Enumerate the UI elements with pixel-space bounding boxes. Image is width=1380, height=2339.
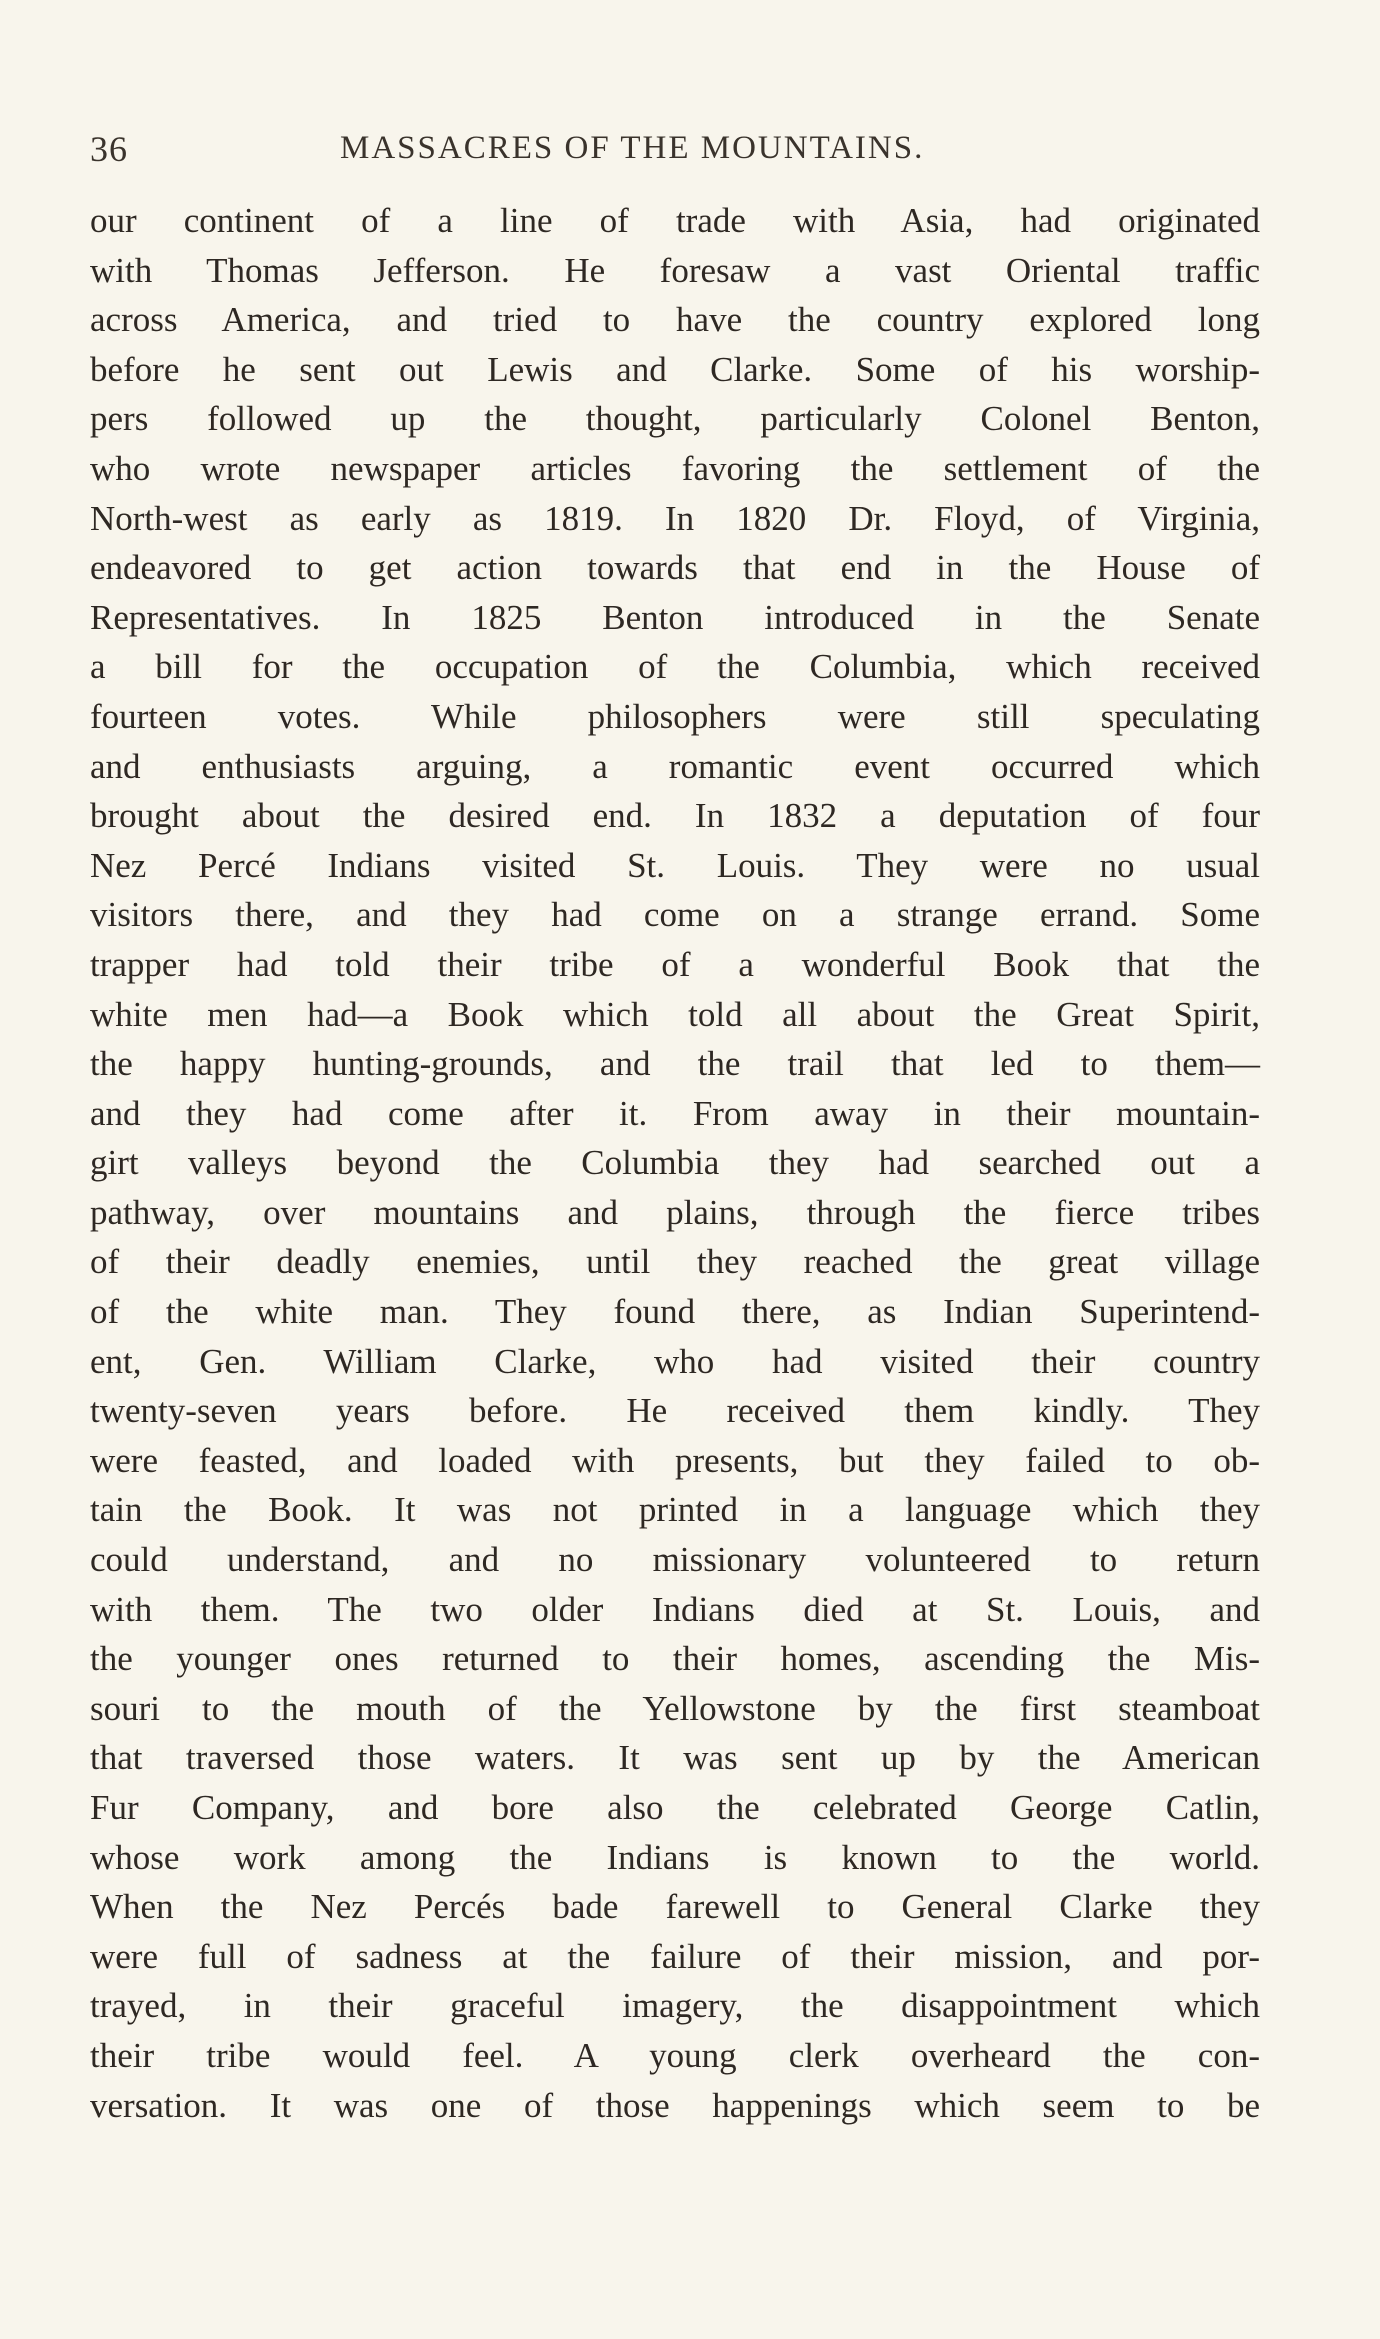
text-line: and they had come after it. From away in their mountain- [90, 1093, 1260, 1133]
text-line: that traversed those waters. It was sent up by the American [90, 1738, 1260, 1778]
text-line: endeavored to get action towards that end in the House of [90, 548, 1260, 588]
text-line: their tribe would feel. A young clerk overheard the con- [90, 2035, 1260, 2075]
text-line: who wrote newspaper articles favoring the settlement of the [90, 448, 1260, 488]
text-line: fourteen votes. While philosophers were still speculating [90, 696, 1260, 736]
running-title: MASSACRES OF THE MOUNTAINS. [340, 130, 925, 166]
text-line: our continent of a line of trade with Asia, had originated [90, 201, 1260, 240]
text-line: When the Nez Percés bade farewell to General Clarke they [90, 1887, 1260, 1927]
running-head [90, 128, 1260, 176]
text-line: trayed, in their graceful imagery, the disappointment which [90, 1986, 1260, 2026]
text-line: white men had—a Book which told all about the Great Spirit, [90, 994, 1260, 1034]
text-line: souri to the mouth of the Yellowstone by the first steamboat [90, 1688, 1260, 1728]
text-line: the younger ones returned to their homes, ascending the Mis- [90, 1639, 1260, 1679]
text-line: were full of sadness at the failure of their mission, and por- [90, 1936, 1260, 1976]
text-line: were feasted, and loaded with presents, but they failed to ob- [90, 1440, 1260, 1480]
text-line: the happy hunting-grounds, and the trail that led to them— [90, 1044, 1260, 1084]
text-line: before he sent out Lewis and Clarke. Some of his worship- [90, 349, 1260, 389]
text-line: across America, and tried to have the country explored long [90, 300, 1260, 340]
text-line: pathway, over mountains and plains, through the fierce tribes [90, 1192, 1260, 1232]
text-line: brought about the desired end. In 1832 a deputation of four [90, 796, 1260, 836]
text-line: whose work among the Indians is known to the world. [90, 1837, 1260, 1877]
text-line: twenty-seven years before. He received them kindly. They [90, 1391, 1260, 1431]
text-line: tain the Book. It was not printed in a language which they [90, 1490, 1260, 1530]
text-line: Fur Company, and bore also the celebrated George Catlin, [90, 1788, 1260, 1827]
page-number: 36 [90, 129, 128, 169]
text-line: pers followed up the thought, particularly Colonel Benton, [90, 399, 1260, 439]
text-line: with them. The two older Indians died at St. Louis, and [90, 1589, 1260, 1629]
text-line: trapper had told their tribe of a wonderful Book that the [90, 944, 1260, 984]
text-line: a bill for the occupation of the Columbia, which received [90, 647, 1260, 687]
text-line: ent, Gen. William Clarke, who had visited their country [90, 1341, 1260, 1381]
text-line: of the white man. They found there, as Indian Superintend- [90, 1292, 1260, 1332]
text-line: with Thomas Jefferson. He foresaw a vast Oriental traffic [90, 250, 1260, 290]
text-line: and enthusiasts arguing, a romantic event occurred which [90, 746, 1260, 786]
body-text [90, 196, 1260, 2130]
text-line: North-west as early as 1819. In 1820 Dr. Floyd, of Virginia, [90, 498, 1260, 538]
text-line: Nez Percé Indians visited St. Louis. They were no usual [90, 845, 1260, 885]
text-line: visitors there, and they had come on a strange errand. Some [90, 895, 1260, 935]
text-line: could understand, and no missionary volunteered to return [90, 1540, 1260, 1580]
text-line: Representatives. In 1825 Benton introduced in the Senate [90, 597, 1260, 637]
text-line: versation. It was one of those happenings which seem to be [90, 2085, 1260, 2125]
text-line: of their deadly enemies, until they reached the great village [90, 1242, 1260, 1282]
text-line: girt valleys beyond the Columbia they had searched out a [90, 1143, 1260, 1183]
